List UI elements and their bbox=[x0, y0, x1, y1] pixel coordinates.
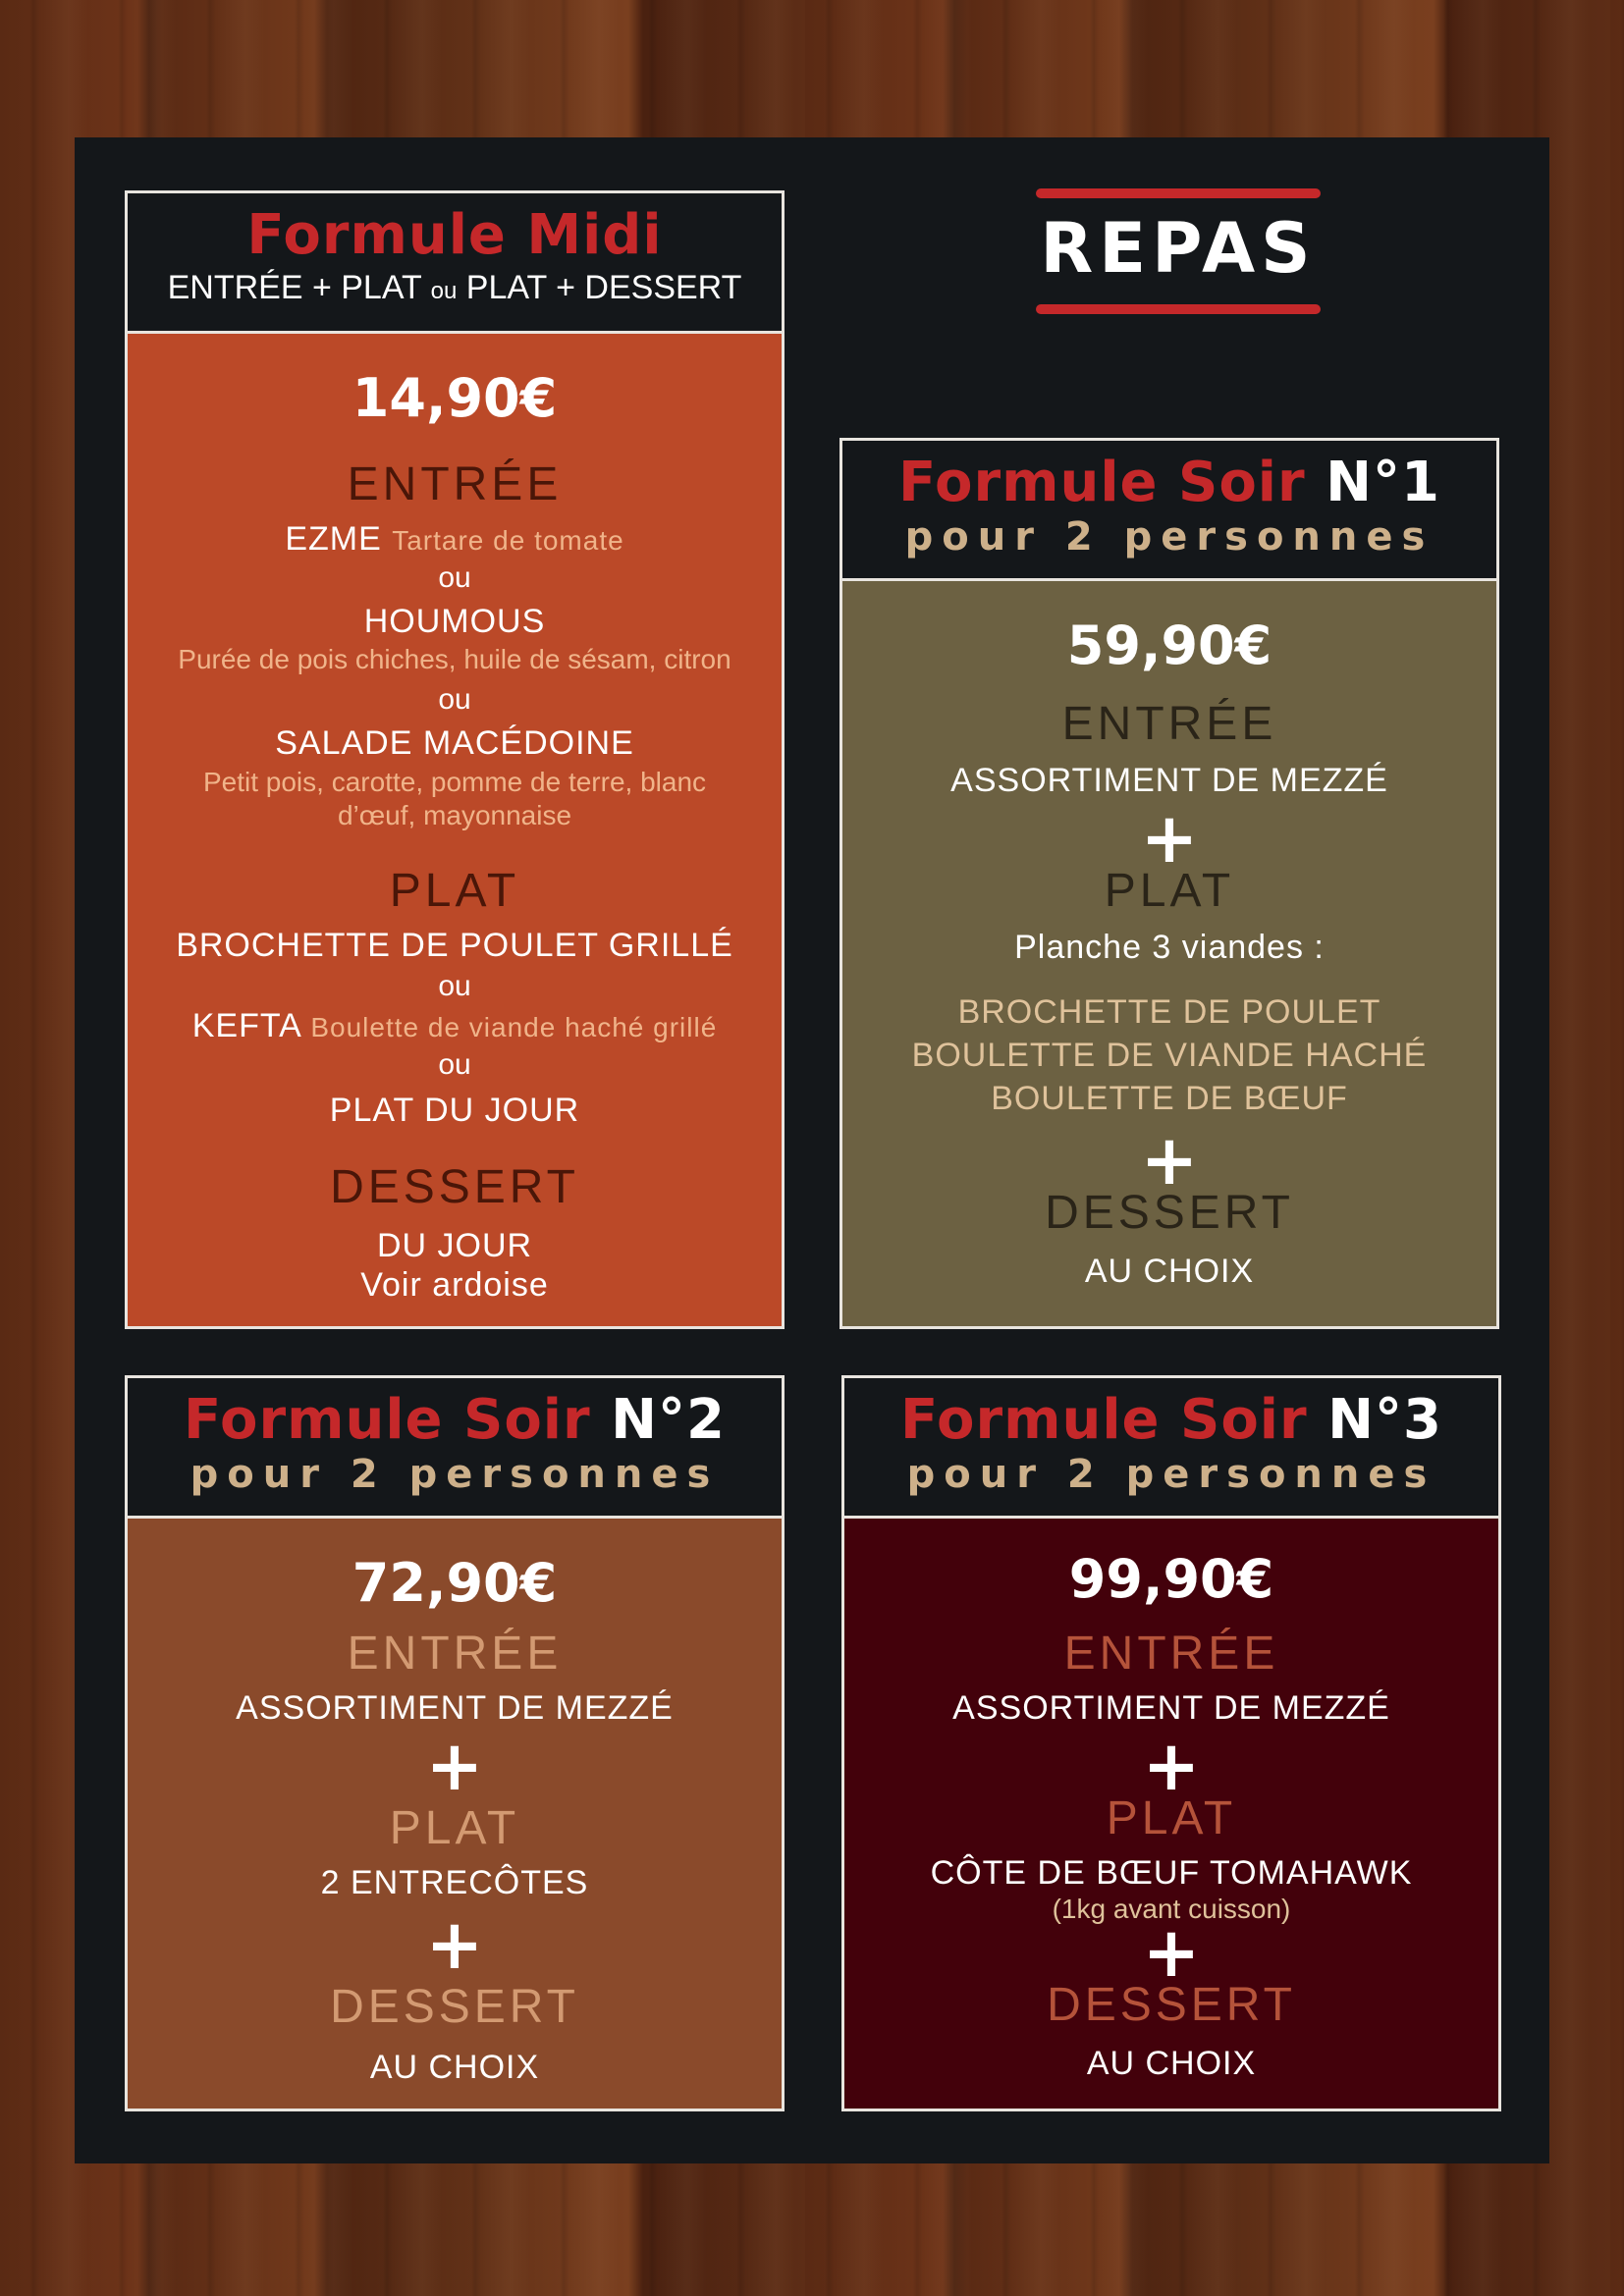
formule-midi-title: Formule Midi bbox=[246, 203, 663, 267]
kefta-name: KEFTA bbox=[191, 1007, 300, 1044]
midi-plat-jour: PLAT DU JOUR bbox=[329, 1092, 580, 1129]
formule-soir-2-body bbox=[125, 1516, 785, 2111]
soir1-dessert-label: DESSERT bbox=[1045, 1187, 1294, 1239]
soir1-dessert: AU CHOIX bbox=[1084, 1253, 1255, 1290]
title-rule-top bbox=[1036, 188, 1321, 198]
soir2-dessert-label: DESSERT bbox=[330, 1981, 579, 2033]
ezme-desc: Tartare de tomate bbox=[392, 525, 624, 556]
formule-soir-3-subtitle: pour 2 personnes bbox=[906, 1452, 1436, 1497]
soir3-title-text: Formule Soir bbox=[900, 1388, 1308, 1452]
soir3-number: N°3 bbox=[1327, 1388, 1442, 1452]
ezme-name: EZME bbox=[285, 520, 382, 558]
soir2-dessert: AU CHOIX bbox=[369, 2049, 540, 2086]
menu-title-block bbox=[1036, 188, 1321, 314]
formule-soir-1-title bbox=[842, 451, 1496, 514]
midi-ou-3: ou bbox=[438, 970, 471, 1002]
soir3-dessert-label: DESSERT bbox=[1047, 1979, 1296, 2031]
midi-dessert-1: DU JOUR bbox=[376, 1227, 533, 1264]
soir3-plat-note: (1kg avant cuisson) bbox=[1052, 1894, 1291, 1924]
formule-midi-body bbox=[125, 331, 785, 1329]
midi-kefta bbox=[128, 1007, 782, 1045]
midi-salade: SALADE MACÉDOINE bbox=[275, 724, 634, 762]
soir1-title-text: Formule Soir bbox=[898, 451, 1306, 514]
formule-soir-1-header bbox=[839, 438, 1499, 581]
midi-entree-label: ENTRÉE bbox=[347, 458, 563, 510]
soir1-plus-1: + bbox=[1140, 798, 1199, 879]
soir1-viande-3: BOULETTE DE BŒUF bbox=[991, 1080, 1348, 1117]
soir1-viande-1: BROCHETTE DE POULET bbox=[957, 993, 1381, 1031]
formule-soir-1-body bbox=[839, 578, 1499, 1329]
soir2-entree: ASSORTIMENT DE MEZZÉ bbox=[236, 1689, 674, 1727]
soir2-title-text: Formule Soir bbox=[184, 1388, 591, 1452]
menu-title: REPAS bbox=[1040, 208, 1317, 289]
formule-soir-2-title bbox=[128, 1388, 782, 1452]
soir3-dessert: AU CHOIX bbox=[1086, 2045, 1257, 2082]
formule-soir-1-subtitle: pour 2 personnes bbox=[904, 514, 1435, 560]
midi-ou-2: ou bbox=[438, 683, 471, 716]
formule-soir-3-body bbox=[841, 1516, 1501, 2111]
soir2-plat-label: PLAT bbox=[389, 1802, 520, 1854]
soir3-plus-2: + bbox=[1142, 1912, 1201, 1993]
kefta-desc: Boulette de viande haché grillé bbox=[310, 1012, 718, 1042]
soir1-price: 59,90€ bbox=[1066, 614, 1272, 676]
soir1-plus-2: + bbox=[1140, 1120, 1199, 1201]
soir3-plus-1: + bbox=[1142, 1726, 1201, 1806]
soir2-plus-1: + bbox=[425, 1726, 484, 1806]
midi-ezme bbox=[128, 520, 782, 559]
midi-houmous: HOUMOUS bbox=[363, 603, 546, 640]
soir3-plat-label: PLAT bbox=[1106, 1792, 1237, 1844]
formule-soir-2-header bbox=[125, 1375, 785, 1519]
soir1-entree-label: ENTRÉE bbox=[1061, 698, 1277, 750]
soir1-plat-label: PLAT bbox=[1104, 865, 1235, 917]
subtitle-part-b: PLAT + DESSERT bbox=[465, 269, 742, 306]
soir2-entree-label: ENTRÉE bbox=[347, 1628, 563, 1680]
midi-ou-1: ou bbox=[438, 561, 471, 594]
soir1-viande-2: BOULETTE DE VIANDE HACHÉ bbox=[911, 1037, 1428, 1074]
formule-midi-price: 14,90€ bbox=[352, 367, 558, 429]
soir1-entree: ASSORTIMENT DE MEZZÉ bbox=[950, 762, 1388, 799]
formule-midi-card bbox=[125, 190, 785, 1329]
midi-brochette: BROCHETTE DE POULET GRILLÉ bbox=[176, 927, 733, 964]
soir1-number: N°1 bbox=[1326, 451, 1440, 514]
title-rule-bottom bbox=[1036, 304, 1321, 314]
formule-soir-3-card bbox=[841, 1375, 1501, 2082]
soir3-plat: CÔTE DE BŒUF TOMAHAWK bbox=[930, 1854, 1413, 1892]
soir3-entree: ASSORTIMENT DE MEZZÉ bbox=[952, 1689, 1390, 1727]
soir3-price: 99,90€ bbox=[1068, 1548, 1274, 1610]
soir2-price: 72,90€ bbox=[352, 1552, 558, 1614]
midi-salade-desc: Petit pois, carotte, pomme de terre, blanc d’œuf, mayonnaise bbox=[202, 767, 707, 830]
midi-ou-4: ou bbox=[438, 1048, 471, 1081]
formule-soir-3-header bbox=[841, 1375, 1501, 1519]
soir2-number: N°2 bbox=[611, 1388, 726, 1452]
soir2-plat: 2 ENTRECÔTES bbox=[320, 1864, 589, 1901]
formule-soir-2-subtitle: pour 2 personnes bbox=[189, 1452, 720, 1497]
menu-panel bbox=[75, 137, 1549, 2163]
formule-soir-3-title bbox=[844, 1388, 1498, 1452]
soir2-plus-2: + bbox=[425, 1904, 484, 1985]
formule-soir-1-card bbox=[839, 438, 1499, 1329]
subtitle-ou: ou bbox=[430, 278, 458, 304]
formule-midi-header bbox=[125, 190, 785, 334]
midi-dessert-2: Voir ardoise bbox=[360, 1266, 549, 1304]
midi-plat-label: PLAT bbox=[389, 865, 520, 917]
formule-soir-2-card bbox=[125, 1375, 785, 2086]
midi-houmous-desc: Purée de pois chiches, huile de sésam, citron bbox=[178, 644, 731, 674]
soir1-plat-intro: Planche 3 viandes : bbox=[1014, 929, 1325, 966]
formule-midi-subtitle bbox=[128, 269, 782, 307]
subtitle-part-a: ENTRÉE + PLAT bbox=[167, 269, 422, 306]
midi-dessert-label: DESSERT bbox=[330, 1161, 579, 1213]
soir3-entree-label: ENTRÉE bbox=[1063, 1628, 1279, 1680]
